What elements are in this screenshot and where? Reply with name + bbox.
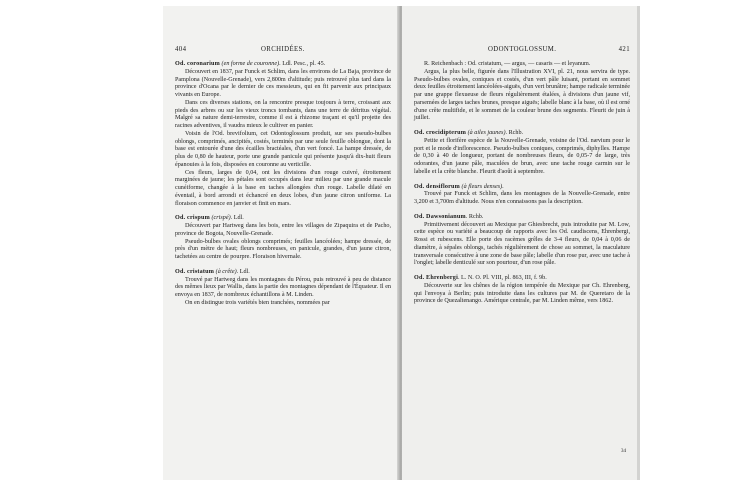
species-name: Od. crocidipterum: [414, 130, 467, 136]
entry-paragraph: Découvert par Hartweg dans les bois, entre les villages de Zipaquira et de Pacho, province de Bogota, Nouvelle-Grenade.: [175, 223, 391, 237]
species-name: Od. coronarium: [175, 61, 220, 67]
entry-paragraph: Petite et florifère espèce de la Nouvelle-Grenade, voisine de l'Od. nævium pour le port et le mode d'inflorescence. Pseudo-bulbes coniques, comprimés, diphylles. Hampe de 0,30 à 40 de longueur, portant de nombreuses fleurs, de 0,05-7 de large, très odorantes, d'un jaune pâle, maculées de brun, avec une tache rouge carmin sur le labelle et la crête blanche. Fleurit d'août à septembre.: [414, 137, 630, 175]
species-meaning: (crispé): [211, 215, 231, 222]
species-citation: . Rchb.: [465, 213, 484, 220]
species-entry: [175, 269, 391, 308]
species-name: Od. crispum: [175, 215, 210, 222]
species-citation: . Ldl.: [236, 268, 250, 275]
signature-mark: 34: [621, 449, 626, 454]
left-running-head: [163, 46, 400, 56]
right-running-title: ODONTOGLOSSUM.: [488, 46, 557, 53]
entry-paragraph: Trouvé par Hartweg dans les montagnes du Pérou, puis retrouvé à peu de distance des mêmes lieux par Wallis, dans la partie des montagnes dépendant de l'Équateur. Il en envoya en 1837, de nombreux échantillons à M. Linden.: [175, 276, 391, 298]
left-page: [163, 6, 400, 480]
species-citation: . Ldl. Pesc., pl. 45.: [279, 61, 326, 67]
entry-paragraph: Voisin de l'Od. brevifolium, cet Odontoglossum produit, sur ses pseudo-bulbes oblongs, comprimés, ancipités, costés, terminés par une seule feuille oblongue, dont la base est entourée d'une des écailles bractéales, d'un vert foncé. La hampe dressée, de plus de 0,80 de hauteur, porte une grande panicule qui présente jusqu'à dix-huit fleurs épanouies à la fois, disposées en couronne au verticille.: [175, 130, 391, 168]
right-page: [402, 6, 640, 480]
left-page-text: [175, 61, 391, 308]
species-citation: . Rchb.: [505, 130, 524, 136]
species-citation: . Ldl.: [230, 215, 244, 222]
species-meaning: (à ailes jaunes): [467, 130, 506, 136]
species-entry: [414, 214, 630, 268]
species-meaning: (à crête): [215, 268, 237, 275]
species-citation: . L. N. O. Pl. VIII, pl. 863, III, f. 9b.: [457, 275, 547, 281]
species-citation: .: [502, 183, 504, 190]
entry-heading: [414, 214, 630, 222]
entry-paragraph: Dans ces diverses stations, on la rencontre presque toujours à terre, croissant aux pieds des arbres ou sur les vieux troncs tombants, dans une terre de détritus végétal. Malgré sa nature demi-terrestre, comme il est à rhizome traçant et qu'il projette des racines adventives, il vaudra mieux le cultiver en panier.: [175, 99, 391, 129]
left-page-number: 404: [175, 46, 187, 53]
right-running-head: [402, 46, 640, 56]
right-page-text: [414, 61, 630, 306]
species-entry: [414, 275, 630, 306]
species-entry: [414, 184, 630, 207]
species-entry: [414, 61, 630, 123]
scanned-book-spread: [163, 6, 640, 480]
entry-paragraph: Primitivement découvert au Mexique par Ghiesbrecht, puis introduite par M. Low, cette espèce ou variété a beaucoup de rapports avec les Od. caudiscens, Ehrenbergi, Rossi et rubescens. Elle porte des racèmes grêles de 3-4 fleurs, de 0,04 à 0,06 de diamètre, à sépales oblongs, tachés régulièrement de chose au sommet, la maculature transversale consécutive à une zone de base pâle; labelle d'un rose pur, avec une tache à l'onglet; labelle denticulé sur son pourtour, d'un rose pâle.: [414, 221, 630, 267]
species-entry: [175, 215, 391, 262]
entry-paragraph: Découverte sur les chênes de la région tempérée du Mexique par Ch. Ehrenberg, qui l'envoya à Berlin; puis introduite dans les cultures par M. de Queretaro de la province de Quezaltenango. Amérique centrale, par M. Linden même, vers 1862.: [414, 282, 630, 305]
right-page-number: 421: [618, 46, 630, 53]
entry-paragraph: Ces fleurs, larges de 0,04, ont les divisions d'un rouge cuivré, étroitement marginées de jaune; les pétales sont occupés dans leur milieu par une grande macule cunéiforme, changée à la base en taches allongées d'un rouge. Labelle dilaté en éventail, à bord arrondi et échancré en deux lobes, d'un jaune citron uniforme. La floraison commence en janvier et finit en mars.: [175, 169, 391, 207]
entry-paragraph: Argus, la plus belle, figurée dans l'Illustration XVI, pl. 21, nous servira de type. Pseudo-bulbes ovales, coniques et costés, d'un vert pâle luisant, portant en sommet deux feuilles étroitement lancéolées-aiguës, d'un vert brunâtre; hampe radicale terminée par une grappe flexueuse de fleurs régulièrement étalées, à divisions d'un jaune vif, parsemées de larges taches brunes, presque aiguës; labelle blanc à la base, où il est orné d'une crête multifide, et le sommet de la couleur brune des segments. Fleurit de juin à juillet.: [414, 68, 630, 122]
species-meaning: (à fleurs denses): [461, 183, 503, 190]
entry-paragraph: Trouvé par Funck et Schlim, dans les montagnes de la Nouvelle-Grenade, entre 3,200 et 3,700m d'altitude. Nous n'en connaissons pas la description.: [414, 191, 630, 205]
entry-heading: [414, 275, 630, 283]
species-name: Od. Ehrenbergi: [414, 275, 458, 281]
entry-paragraph: Découvert en 1837, par Funck et Schlim, dans les environs de La Baja, province de Pamplona (Nouvelle-Grenade), vers 2,800m d'altitude; puis retrouvé plus tard dans la province d'Ocana par le dernier de ces messieurs, qui en fit parvenir aux principaux vivants en Europe.: [175, 68, 391, 98]
species-entry: [414, 130, 630, 177]
entry-heading: [175, 61, 391, 69]
page-edge-shadow: [637, 6, 640, 480]
species-entry: [175, 61, 391, 208]
entry-paragraph: R. Reichenbach : Od. cristatum, — argus, — casaris — et leyanum.: [424, 61, 591, 67]
entry-paragraph: On en distingue trois variétés bien tranchées, nommées par: [185, 299, 330, 306]
left-running-title: ORCHIDÉES.: [261, 46, 305, 53]
entry-heading: [414, 184, 630, 192]
entry-paragraph: Pseudo-bulbes ovales oblongs comprimés; feuilles lancéolées; hampe dressée, de près d'un mètre de haut; fleurs nombreuses, en panicule, grandes, d'un jaune citron, tachetées au centre de pourpre. Floraison hivernale.: [175, 238, 391, 260]
species-meaning: (en forme de couronne): [221, 61, 280, 67]
entry-heading: [175, 269, 391, 277]
species-name: Od. cristatum: [175, 268, 215, 275]
entry-heading: [414, 130, 630, 138]
species-name: Od. Dawsonianum: [414, 213, 466, 220]
species-name: Od. densiflorum: [414, 183, 460, 190]
entry-heading: [175, 215, 391, 223]
